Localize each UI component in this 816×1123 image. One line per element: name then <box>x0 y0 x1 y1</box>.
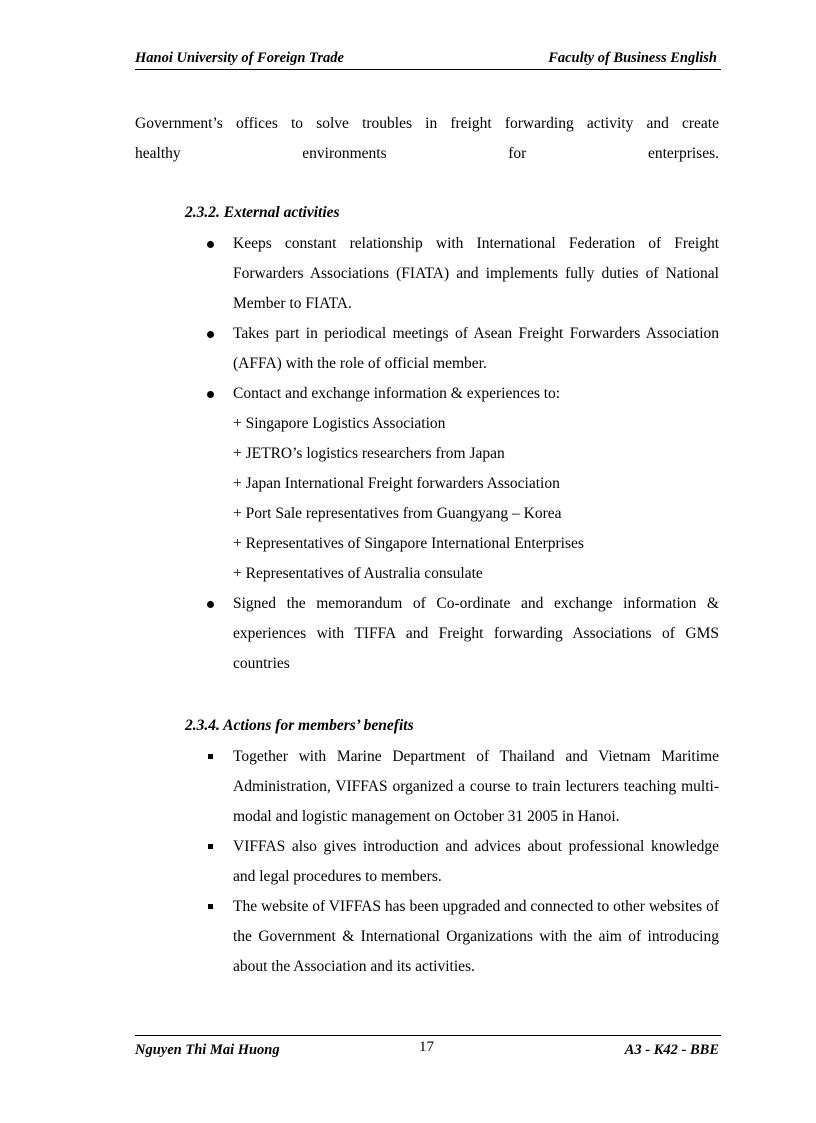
bullet-dot-icon <box>207 331 214 338</box>
contact-item: + Representatives of Australia consulate <box>233 565 483 582</box>
contact-item: + Port Sale representatives from Guangyang – Korea <box>233 505 562 522</box>
header-university: Hanoi University of Foreign Trade <box>135 50 344 66</box>
list-item-text: Keeps constant relationship with International Federation of Freight Forwarders Associations (FIATA) and implements fully duties of National Member to FIATA. <box>233 235 719 312</box>
intro-line-1: Government’s offices to solve troubles in freight forwarding activity and create <box>135 115 719 132</box>
list-item <box>233 229 719 319</box>
bullet-square-icon <box>208 844 213 849</box>
contact-item: + Singapore Logistics Association <box>233 415 446 432</box>
footer-author: Nguyen Thi Mai Huong <box>135 1042 280 1058</box>
contact-item: + Representatives of Singapore International Enterprises <box>233 535 584 552</box>
list-item <box>233 589 719 679</box>
page-header <box>135 50 721 70</box>
section-heading-actions: 2.3.4. Actions for members’ benefits <box>185 717 414 734</box>
list-item-text: Contact and exchange information & experiences to: <box>233 385 561 402</box>
page-footer <box>135 1035 721 1060</box>
list-item <box>233 892 719 982</box>
bullet-square-icon <box>208 754 213 759</box>
page-number: 17 <box>419 1039 434 1055</box>
intro-paragraph <box>135 109 719 169</box>
intro-line-2: healthy environments for enterprises. <box>135 145 719 162</box>
list-item <box>233 832 719 892</box>
member-actions-list <box>233 742 719 982</box>
section-heading-external: 2.3.2. External activities <box>185 204 340 221</box>
list-item <box>233 379 719 589</box>
contact-item: + Japan International Freight forwarders Association <box>233 475 560 492</box>
list-item-text: The website of VIFFAS has been upgraded and connected to other websites of the Government & International Organizations with the aim of introducing about the Association and its activities. <box>233 898 719 975</box>
list-item <box>233 742 719 832</box>
bullet-dot-icon <box>207 241 214 248</box>
bullet-dot-icon <box>207 601 214 608</box>
external-activities-list <box>233 229 719 679</box>
list-item-text: Signed the memorandum of Co-ordinate and exchange information & experiences with TIFFA and Freight forwarding Associations of GMS countries <box>233 595 719 672</box>
footer-class-code: A3 - K42 - BBE <box>624 1042 719 1058</box>
header-faculty: Faculty of Business English <box>548 50 717 66</box>
list-item-text: VIFFAS also gives introduction and advices about professional knowledge and legal procedures to members. <box>233 838 719 885</box>
list-item-text: Together with Marine Department of Thailand and Vietnam Maritime Administration, VIFFAS organized a course to train lecturers teaching multi-modal and logistic management on October 31 2005 in Hanoi. <box>233 748 719 825</box>
bullet-square-icon <box>208 904 213 909</box>
list-item-text: Takes part in periodical meetings of Asean Freight Forwarders Association (AFFA) with the role of official member. <box>233 325 719 372</box>
list-item <box>233 319 719 379</box>
bullet-dot-icon <box>207 391 214 398</box>
contact-item: + JETRO’s logistics researchers from Japan <box>233 445 505 462</box>
